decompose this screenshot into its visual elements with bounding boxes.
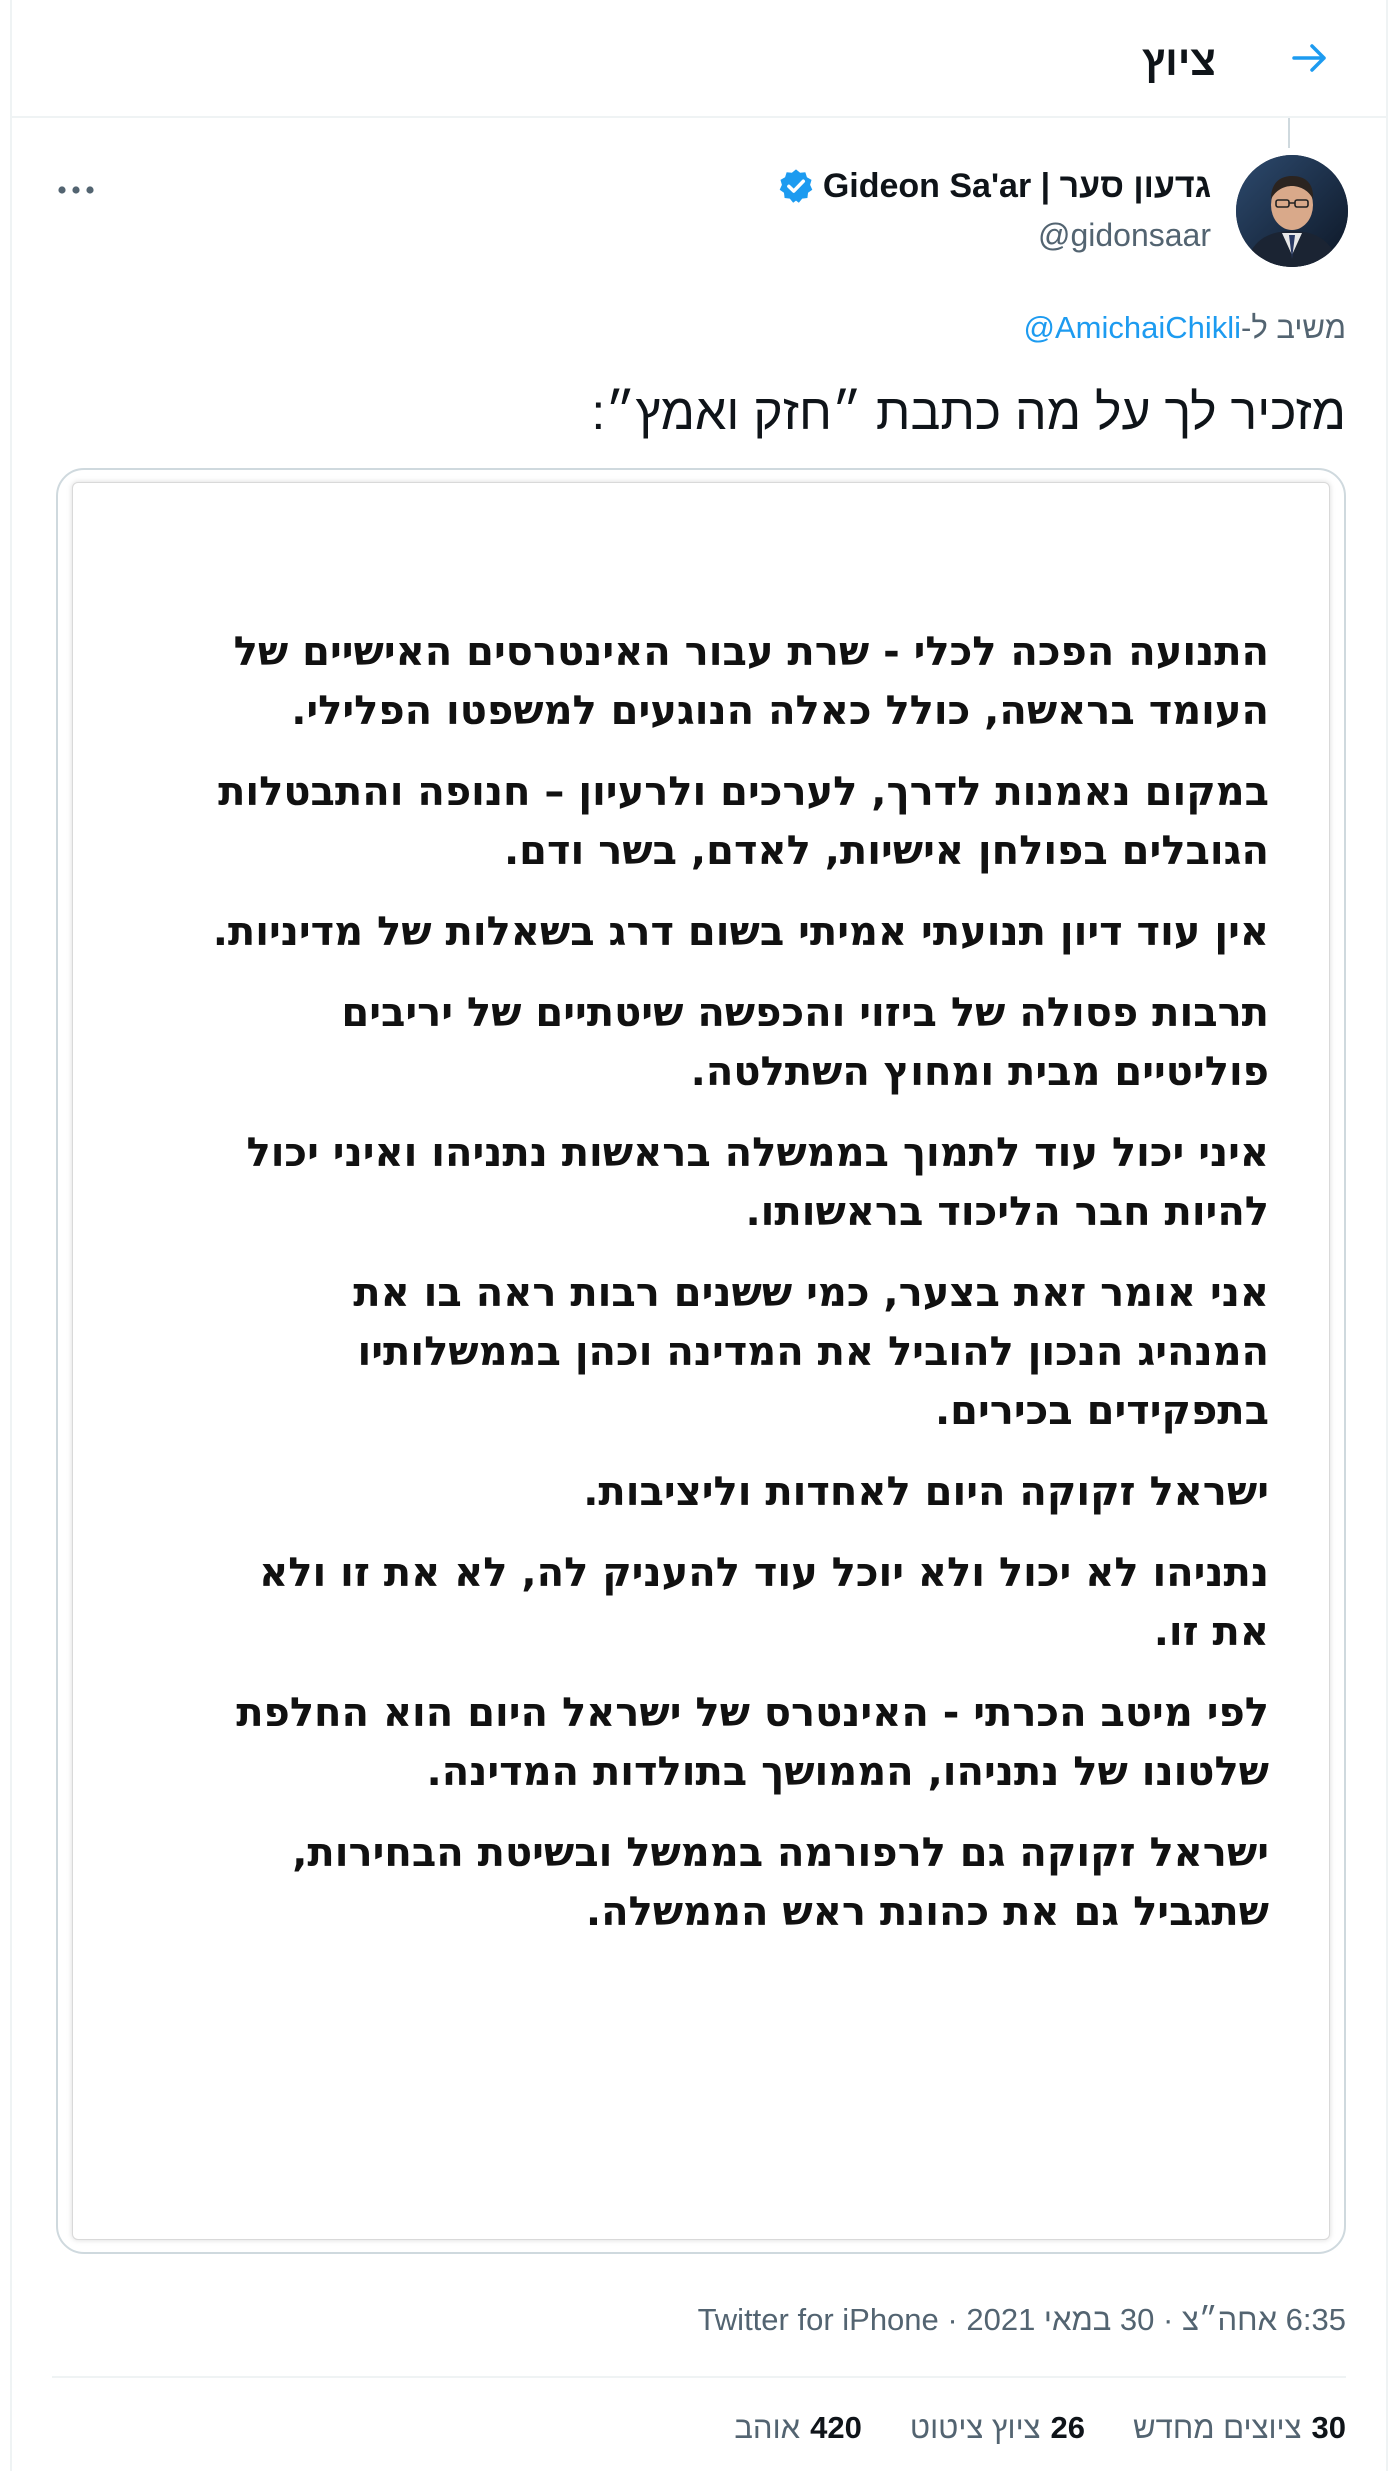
quotes-stat[interactable]: [910, 2408, 1085, 2448]
page-header: [12, 0, 1386, 118]
statement-paragraph: ישראל זקוקה גם לרפורמה בממשל ובשיטת הבחירות, שתגביל גם את כהונת ראש הממשלה.: [292, 1830, 1269, 1935]
back-button[interactable]: [1282, 30, 1338, 86]
reply-to-line: [1024, 308, 1346, 348]
retweets-count: 30: [1311, 2410, 1346, 2445]
author-name: גדעון סער | Gideon Sa'ar: [822, 167, 1211, 205]
statement-text: [209, 623, 1269, 1964]
retweets-label: ציוצים מחדש: [1133, 2410, 1302, 2445]
statement-paragraph: תרבות פסולה של ביזוי והכפשה שיטתיים של יריבים פוליטיים מבית ומחוץ השתלטה.: [341, 990, 1269, 1095]
quotes-label: ציוץ ציטוט: [909, 2410, 1041, 2445]
tweet-text: מזכיר לך על מה כתבת ״חזק ואמץ״:: [591, 384, 1346, 440]
tweet-timestamp[interactable]: 6:35 אחה״צ · 30 במאי 2021 ·: [938, 2302, 1346, 2337]
statement-paragraph: אין עוד דיון תנועתי אמיתי בשום דרג בשאלות של מדיניות.: [212, 909, 1269, 955]
avatar-photo-icon: [1236, 155, 1348, 267]
verified-badge-icon: [777, 167, 815, 205]
thread-connector: [1288, 118, 1290, 148]
tweet-source[interactable]: Twitter for iPhone: [697, 2302, 939, 2337]
tweet-stats: [734, 2408, 1346, 2448]
statement-paragraph: איני יכול עוד לתמוך בממשלה בראשות נתניהו ואיני יכול להיות חבר הליכוד בראשותו.: [246, 1130, 1269, 1235]
statement-document: [72, 482, 1330, 2240]
likes-stat[interactable]: [734, 2408, 861, 2448]
arrow-right-icon: [1292, 43, 1328, 73]
tweet-page: [10, 0, 1388, 2471]
retweets-stat[interactable]: [1133, 2408, 1346, 2448]
statement-paragraph: לפי מיטב הכרתי - האינטרס של ישראל היום הוא החלפת שלטונו של נתניהו, הממושך בתולדות המדינה.: [236, 1690, 1269, 1795]
more-horizontal-icon: [56, 184, 96, 196]
statement-paragraph: אני אומר זאת בצער, כמי ששנים רבות ראה בו את המנהיג הנכון להוביל את המדינה וכהן בממשלותיו בתפקידים בכירים.: [353, 1270, 1269, 1434]
quotes-count: 26: [1050, 2410, 1086, 2445]
likes-label: אוהב: [734, 2410, 801, 2445]
reply-prefix: משיב ל-: [1241, 310, 1346, 345]
avatar[interactable]: [1236, 155, 1348, 267]
more-options-button[interactable]: [48, 170, 104, 210]
statement-paragraph: התנועה הפכה לכלי - שרת עבור האינטרסים האישיים של העומד בראשה, כולל כאלה הנוגעים למשפטו הפלילי.: [233, 629, 1269, 734]
author-handle[interactable]: @gidonsaar: [1037, 217, 1211, 253]
statement-paragraph: נתניהו לא יכול ולא יוכל עוד להעניק לה, לא את זו ולא את זו.: [259, 1550, 1269, 1655]
tweet-image[interactable]: [56, 468, 1346, 2254]
statement-paragraph: במקום נאמנות לדרך, לערכים ולרעיון – חנופה והתבטלות הגובלים בפולחן אישיות, לאדם, בשר ודם.: [218, 769, 1269, 874]
statement-paragraph: ישראל זקוקה היום לאחדות וליציבות.: [583, 1469, 1269, 1515]
tweet-meta: [698, 2300, 1346, 2340]
author-name-row[interactable]: [777, 165, 1211, 207]
reply-to-link[interactable]: @AmichaiChikli: [1023, 310, 1242, 345]
stats-divider: [52, 2376, 1346, 2378]
page-title: ציוץ: [1141, 37, 1216, 84]
likes-count: 420: [810, 2410, 862, 2445]
